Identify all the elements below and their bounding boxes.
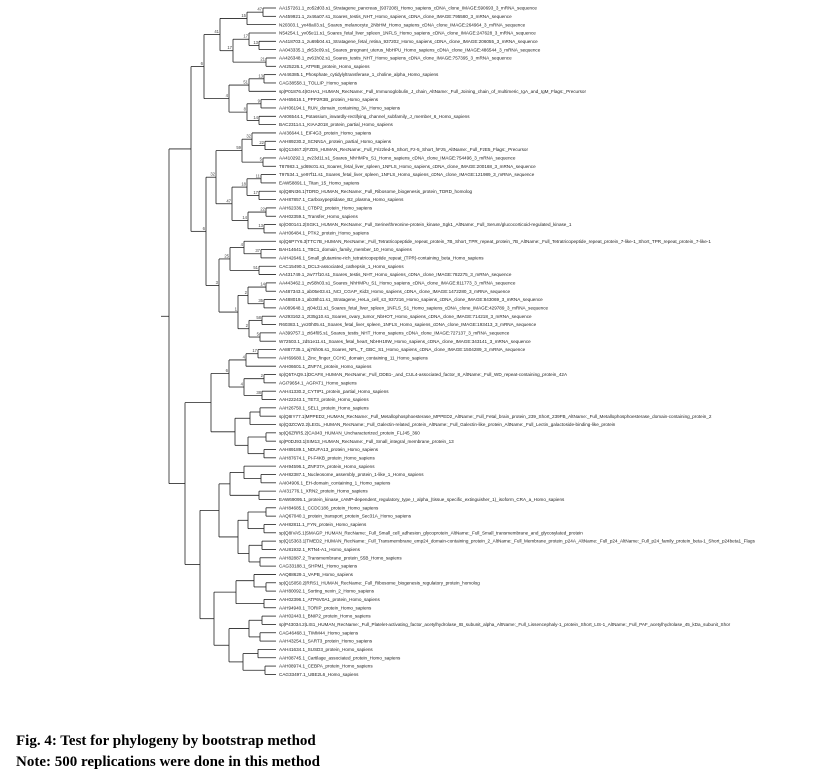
leaf-label: AAH80092.1_Sorting_nexin_2_Homo_sapiens xyxy=(279,588,375,594)
leaf-label: AAH02443.1_BNIP2_protein_Homo_sapiens xyxy=(279,613,371,619)
leaf-label: sp|Q15050.2|RRS1_HUMAN_RecName:_Full_Ribosome_biogenesis_regulatory_protein_homolog xyxy=(279,580,480,586)
bootstrap-value: 25 xyxy=(224,253,229,259)
bootstrap-value: 14 xyxy=(242,214,247,220)
leaf-label: AAH62336.1_CTBP2_protein_Homo_sapiens xyxy=(279,205,373,211)
bootstrap-value: 2 xyxy=(260,373,263,379)
leaf-label: AA410292.1_zv23d11.s1_Soares_NhHMPu_S1_Homo_sapiens_cDNA_clone_IMAGE:754496_3_mRNA_sequence xyxy=(279,155,516,161)
leaf-label: AAH89230.2_SCNN1A_protein_partial_Homo_sapiens xyxy=(279,138,392,144)
leaf-label: AAH26750.1_SEL1_protein_Homo_sapiens xyxy=(279,405,369,411)
leaf-label: AAH41634.1_SUSD3_protein_Homo_sapiens xyxy=(279,647,373,653)
bootstrap-value: 38 xyxy=(256,389,261,395)
leaf-label: R60383.1_yv20h05.s1_Soares_fetal_liver_spleen_1NFLS_Homo_sapiens_cDNA_clone_IMAGE:193413_3_mRNA_sequence xyxy=(279,322,537,328)
bootstrap-value: 2 xyxy=(245,323,248,329)
leaf-label: AAH94596.1_ZNF37A_protein_Homo_sapiens xyxy=(279,463,375,469)
leaf-label: CAG33497.1_UBE2L6_Homo_sapiens xyxy=(279,672,359,677)
leaf-label: AAH02396.1_ATP6V0A1_protein_Homo_sapiens xyxy=(279,597,380,603)
leaf-label: N54254.1_yv05e11.s1_Soares_fetal_liver_spleen_1NFLS_Homo_sapiens_cDNA_clone_IMAGE:247628_3_mRNA_sequence xyxy=(279,30,536,36)
leaf-label: AAH87857.1_Carboxypeptidase_B2_plasma_Homo_sapiens xyxy=(279,197,404,203)
bootstrap-value: 17 xyxy=(252,348,257,354)
leaf-label: sp|O00141.2|SGK1_HUMAN_RecName:_Full_Serine/threonine-protein_kinase_Sgk1_AltName:_Full_Serum/glucocorticoid-regulated_kinase_1 xyxy=(279,222,572,228)
leaf-label: sp|P43034.2|LIS1_HUMAN_RecName:_Full_Platelet-activating_factor_acetylhydrolase_IB_subunit_alpha_AltName:_Full_Lissencephaly-1_protein_Short_LIS-1_AltName:_Full_PAF_acetylhydrolase_45_kDa_subunit_Shor xyxy=(279,622,731,628)
bootstrap-value: 4 xyxy=(240,241,243,247)
leaf-label: BAH14641.1_TBC1_domain_family_member_10_Homo_sapiens xyxy=(279,247,412,253)
leaf-label: AAH06194.1_RUN_domain_containing_3A_Homo_sapiens xyxy=(279,105,401,111)
bootstrap-value: 17 xyxy=(227,45,232,51)
leaf-label: N20303.1_yx48a03.s1_Soares_melanocyte_2NbHM_Homo_sapiens_cDNA_clone_IMAGE:264964_3_mRNA_sequence xyxy=(279,22,526,28)
bootstrap-value: 8 xyxy=(243,106,246,112)
leaf-label: sp|Q8IVA5.1|SMAGP_HUMAN_RecName:_Full_Small_cell_adhesion_glycoprotein_AltName:_Full_Small_transmembrane_and_glycosylated_protein xyxy=(279,530,583,536)
leaf-label: AAI46385.1_Phosphate_cytidylyltransferase_1_choline_alpha_Homo_sapiens xyxy=(279,72,439,78)
bootstrap-value: 4 xyxy=(225,93,228,99)
leaf-label: AA293162.1_zt35g10.s1_Soares_ovary_tumor_NbHOT_Homo_sapiens_cDNA_clone_IMAGE:714218_3_mRNA_sequence xyxy=(279,313,532,319)
leaf-label: AA443462.1_zv58h03.s1_Soares_NhHMPu_S1_Homo_sapiens_cDNA_clone_IMAGE:811773_3_mRNA_sequence xyxy=(279,280,516,286)
leaf-label: W72503.1_zd51e11.s1_Soares_fetal_heart_NbHH19W_Homo_sapiens_cDNA_clone_IMAGE:343141_3_mRNA_sequence xyxy=(279,338,531,344)
leaf-label: AAH82811.1_FYN_protein_Homo_sapiens xyxy=(279,522,367,528)
leaf-label: EAW58891.1_Titan_15_Homo_sapiens xyxy=(279,180,360,186)
leaf-label: AAI25226.1_ATP8B_protein_Homo_sapiens xyxy=(279,63,370,69)
bootstrap-value: 14 xyxy=(260,281,265,287)
leaf-label: sp|Q15363.1|TMED2_HUMAN_RecName:_Full_Transmembrane_emp24_domain-containing_protein_2_AltName:_Full_Membrane_protein_p24A_AltName:_Full_p24_AltName:_Full_p24_family_protein_beta-1_Short_p24beta1_Flags xyxy=(279,538,755,544)
leaf-label: sp|Q3ZCW2.2|LEGL_HUMAN_RecName:_Full_Galectin-related_protein_AltName:_Full_Galectin-like_protein_AltName:_Full_Lectin_galactoside-binding-like_protein xyxy=(279,422,616,428)
bootstrap-value: 22 xyxy=(260,206,265,212)
leaf-label: AAH89189.1_NDUFA13_protein_Homo_sapiens xyxy=(279,447,379,453)
leaf-label: sp|P01876.4|IGHA1_HUMAN_RecName:_Full_Immunoglobulin_J_chain_AltName:_Full_Joining_chain_of_multimeric_IgA_and_IgM_Flags:_Precursor xyxy=(279,88,587,94)
bootstrap-value: 6 xyxy=(202,225,205,231)
leaf-label: sp|P0DJ93.1|SIM13_HUMAN_RecName:_Full_Small_integral_membrane_protein_13 xyxy=(279,438,454,444)
figure-caption-note: Note: 500 replications were done in this method xyxy=(16,754,321,770)
bootstrap-value: 41 xyxy=(214,29,219,35)
bootstrap-value: 4 xyxy=(242,354,245,360)
bootstrap-value: 1 xyxy=(234,306,237,312)
bootstrap-value: 11 xyxy=(255,173,260,179)
leaf-label: AAH42646.1_Small_glutamine-rich_tetratricopeptide_repeat_(TPR)-containing_beta_Homo_sapiens xyxy=(279,255,484,261)
leaf-label: sp|Q6ZRR5.2|CA043_HUMAN_Uncharacterized_protein_FLJ45_360 xyxy=(279,430,420,436)
bootstrap-value: 3 xyxy=(215,279,218,285)
bootstrap-value: 58 xyxy=(256,314,261,320)
leaf-label: AAQ67040.1_protein_transport_protein_Sec31A_Homo_sapiens xyxy=(279,513,412,519)
leaf-label: AGI79654.1_AGPAT1_Homo_sapiens xyxy=(279,380,357,386)
leaf-label: AAI06544.1_Potassium_inwardly-rectifying_channel_subfamily_J_member_6_Homo_sapiens xyxy=(279,113,470,119)
bootstrap-value: 32 xyxy=(246,133,251,139)
leaf-label: AAQ88629.1_VAPB_Homo_sapiens xyxy=(279,572,353,578)
leaf-label: sp|Q8IY77.1|MPPED2_HUMAN_RecName:_Full_Metallophosphoesterase_MPPED2_AltName:_Full_Fetal_brain_protein_239_Short_239FB_AltName:_Full_Metallophosphoesterase_domain-containing_protein_2 xyxy=(279,413,712,419)
leaf-label: CAC15490.1_DCL3-associated_cathepsin_1_Homo_sapiens xyxy=(279,263,404,269)
leaf-label: AAH84685.1_CCDC186_protein_Homo_sapiens xyxy=(279,505,379,511)
leaf-label: AA043335.1_zk53c09.s1_Soares_pregnant_uterus_NbHPU_Homo_sapiens_cDNA_clone_IMAGE:486544_3_mRNA_sequence xyxy=(279,47,541,53)
figure-caption-title: Fig. 4: Test for phylogeny by bootstrap method xyxy=(16,733,316,749)
leaf-label: AA431749.1_zw77f10.s1_Soares_testis_NHT_Homo_sapiens_cDNA_clone_IMAGE:782275_3_mRNA_sequence xyxy=(279,272,512,278)
bootstrap-value: 6 xyxy=(225,367,228,373)
bootstrap-value: 17 xyxy=(253,189,258,195)
leaf-label: CAG46468.1_TIMM44_Homo_sapiens xyxy=(279,630,359,636)
leaf-label: AAH82387.1_Nucleosome_assembly_protein_1-like_1_Homo_sapiens xyxy=(279,472,424,478)
leaf-label: T97534.1_ye97f11.s1_Soares_fetal_liver_spleen_1NFLS_Homo_sapiens_cDNA_clone_IMAGE:121989_3_mRNA_sequence xyxy=(279,172,535,178)
leaf-label: AA887735.1_aj76h06.s1_Soares_NFL_T_GBC_S1_Homo_sapiens_cDNA_clone_IMAGE:1504289_3_mRNA_sequence xyxy=(279,347,526,353)
bootstrap-value: 4 xyxy=(240,381,243,387)
leaf-label: AA399757.1_zt64f05.s1_Soares_testis_NHT_Homo_sapiens_cDNA_clone_IMAGE:727137_3_mRNA_sequence xyxy=(279,330,510,336)
leaf-label: T87983.1_yd69c01.s1_Soares_fetal_liver_spleen_1NFLS_Homo_sapiens_cDNA_clone_IMAGE:200168_3_mRNA_sequence xyxy=(279,163,536,169)
leaf-label: AA418703.1_zu69b04.s1_Stratagene_fetal_retina_937202_Homo_sapiens_cDNA_clone_IMAGE:206055_3_mRNA_sequence xyxy=(279,38,538,44)
leaf-label: AAH43254.1_SART3_protein_Homo_sapiens xyxy=(279,638,373,644)
leaf-label: AAH94940.1_TORIP_protein_Homo_sapiens xyxy=(279,605,372,611)
bootstrap-value: 5 xyxy=(256,331,259,337)
leaf-label: AAH02359.1_Transfer_Homo_sapiens xyxy=(279,213,358,219)
bootstrap-value: 13 xyxy=(258,223,263,229)
leaf-label: AAH22243.1_TET3_protein_Homo_sapiens xyxy=(279,397,369,403)
bootstrap-value: 5 xyxy=(259,156,262,162)
leaf-label: AAI31776.1_XRN2_protein_Homo_sapiens xyxy=(279,488,368,494)
leaf-label: AA488019.1_ab38h11.s1_Stratagene_HeLa_cell_s3_937216_Homo_sapiens_cDNA_clone_IMAGE:843069_3_mRNA_sequence xyxy=(279,297,543,303)
leaf-label: AAH06484.1_PTK2_protein_Homo_sapiens xyxy=(279,230,369,236)
bootstrap-value: 35 xyxy=(258,298,263,304)
leaf-label: AA487343.1_ab05e03.s1_NCI_CGAP_Kid3_Homo_sapiens_cDNA_clone_IMAGE:1472280_3_mRNA_sequence xyxy=(279,288,511,294)
leaf-label: AAH82887.2_Transmembrane_protein_55B_Homo_sapiens xyxy=(279,555,402,561)
leaf-label: AAI04906.1_EH-domain_containing_1_Homo_sapiens xyxy=(279,480,391,486)
bootstrap-value: 2 xyxy=(244,289,247,295)
leaf-label: AAH65616.1_PPP2R3B_protein_Homo_sapiens xyxy=(279,97,379,103)
bootstrap-value: 47 xyxy=(226,198,231,204)
bootstrap-value: 21 xyxy=(260,56,265,62)
leaf-label: AAH69680.1_Zinc_finger_CCHC_domain_containing_11_Homo_sapiens xyxy=(279,355,428,361)
bootstrap-value: 51 xyxy=(243,79,248,85)
leaf-label: CAG38558.1_TOLLIP_Homo_sapiens xyxy=(279,80,358,86)
leaf-label: BAC23114.1_KIAA2018_protein_partial_Homo_sapiens xyxy=(279,122,393,128)
bootstrap-value: 17 xyxy=(243,33,248,39)
bootstrap-value: 59 xyxy=(236,145,241,151)
leaf-label: AAU81932.1_RTN4-A1_Homo_sapiens xyxy=(279,547,360,553)
leaf-label: sp|Q6P7Y6.3|TTC7B_HUMAN_RecName:_Full_Tetratricopeptide_repeat_protein_7B_Short_TPR_repeat_protein_7B_AltName:_Full_Tetratricopeptide_repeat_protein_7-like-1_Short_TPR_repeat_protein_7-like-1 xyxy=(279,238,711,244)
bootstrap-value: 22 xyxy=(259,139,264,145)
leaf-label: AAI36644.1_EIF4G3_protein_Homo_sapiens xyxy=(279,130,372,136)
leaf-label: sp|Q5TAQ9.1|DCAF8_HUMAN_RecName:_Full_DDB1-_and_CUL4-associated_factor_8_AltName:_Full_WD_repeat-containing_protein_42A xyxy=(279,372,568,378)
bootstrap-value: 47 xyxy=(257,6,262,12)
bootstrap-value: 13 xyxy=(253,39,258,45)
leaf-label: AAH87674.1_PI-F4KB_protein_Homo_sapiens xyxy=(279,455,375,461)
leaf-label: AAH08974.1_CEBPA_protein_Homo_sapiens xyxy=(279,663,373,669)
bootstrap-value: 13 xyxy=(258,73,263,79)
leaf-label: AAH06601.1_ZNF74_protein_Homo_sapiens xyxy=(279,363,372,369)
leaf-label: AAH41330.2_CYTIP1_protein_partial_Homo_sapiens xyxy=(279,388,389,394)
leaf-label: sp|Q8NI36.1|TDRD_HUMAN_RecName:_Full_Ribosome_biogenesis_protein_TDRD_homolog xyxy=(279,188,473,194)
leaf-label: EAW69095.1_protein_kinase_cAMP-dependent_regulatory_type_I_alpha_(tissue_specific_extinguisher_1)_isoform_CRA_a_Homo_sapiens xyxy=(279,497,565,503)
bootstrap-value: 6 xyxy=(200,61,203,67)
leaf-label: AA426348.1_zv61h02.s1_Soares_testis_NHT_Homo_sapiens_cDNA_clone_IMAGE:757395_3_mRNA_sequence xyxy=(279,55,512,61)
leaf-label: AA459921.1_zx46a07.s1_Soares_testis_NHT_Homo_sapiens_cDNA_clone_IMAGE:795580_3_mRNA_sequence xyxy=(279,13,512,19)
leaf-label: AA089648.1_zj04d11.s1_Soares_fetal_liver_spleen_1NFLS_S1_Homo_sapiens_cDNA_clone_IMAGE:429789_3_mRNA_sequence xyxy=(279,305,549,311)
leaf-label: AA157261.1_zo52d03.s1_Stratagene_pancreas_(937208)_Homo_sapiens_cDNA_clone_IMAGE:590693_3_mRNA_sequence xyxy=(279,5,537,11)
leaf-label: sp|Q13467.2|FZD5_HUMAN_RecName:_Full_Frizzled-5_Short_Fz-5_Short_hFz5_AltName:_Full_FzE5_Flags:_Precursor xyxy=(279,147,529,153)
bootstrap-value: 51 xyxy=(253,264,258,270)
bootstrap-value: 18 xyxy=(241,181,246,187)
bootstrap-value: 9 xyxy=(257,98,260,104)
bootstrap-value: 15 xyxy=(241,12,246,18)
bootstrap-value: 37 xyxy=(255,248,260,254)
leaf-label: CAG33188.1_SHPM1_Homo_sapiens xyxy=(279,563,358,569)
bootstrap-value: 32 xyxy=(210,171,215,177)
bootstrap-value: 14 xyxy=(253,114,258,120)
leaf-label: AAH08745.1_Cartilage_associated_protein_Homo_sapiens xyxy=(279,655,401,661)
